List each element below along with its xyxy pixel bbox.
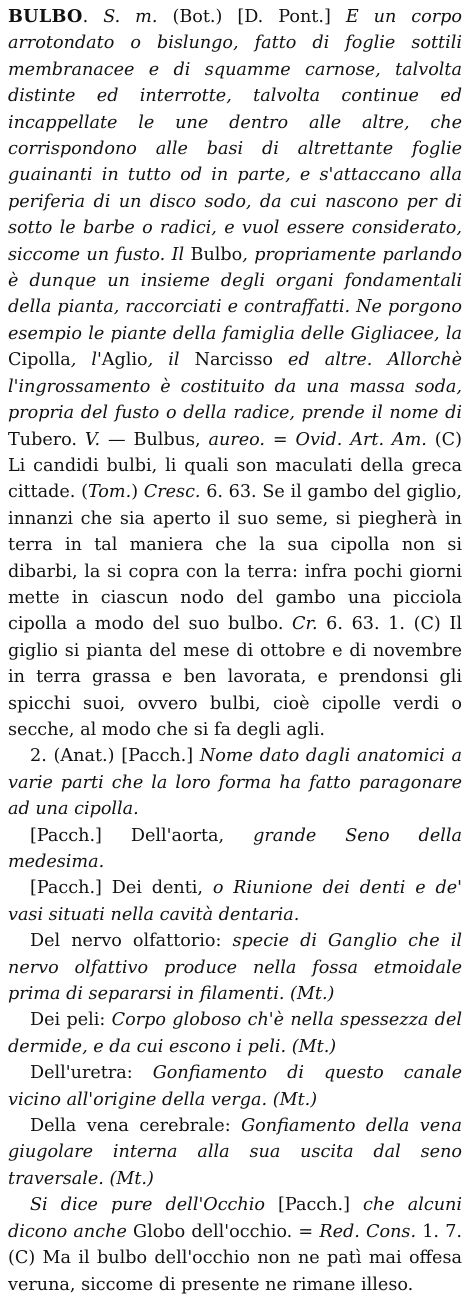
italic-text-run: Cresc. — [143, 482, 201, 503]
text-run: 1. 7. (C) Ma il bulbo dell'occhio non ne patì mai offesa veruna, siccome di presente ne rimane illeso. — [8, 1221, 462, 1295]
italic-text-run: specie di Ganglio che il nervo olfattivo produce nella fossa etmoidale prima di separarsi in filamenti. (Mt.) — [8, 931, 462, 1005]
sense-2-anatomy — [8, 743, 462, 822]
entry-definition-botany — [8, 4, 462, 743]
italic-text-run: Corpo globoso ch'è nella spessezza del dermide, e da cui escono i peli. (Mt.) — [8, 1010, 462, 1057]
italic-text-run: , il — [147, 350, 195, 371]
italic-text-run: Tom. — [87, 482, 132, 503]
italic-text-run: , l' — [70, 350, 102, 371]
text-run: Bulbo — [190, 244, 243, 265]
italic-text-run: E un corpo arrotondato o bislungo, fatto di foglie sottili membranacee e di squamme carnose, talvolta distinte ed interrotte, talvolta continue ed incappellate le une dentro alle altre, che corrispondono alle basi di altrettante foglie guainanti in tutto od in parte, e s'attaccano alla periferia di un disco sodo, da cui nascono per di sotto le barbe o radici, e vuol essere considerato, siccome un fusto. Il — [8, 7, 463, 265]
italic-text-run: ed altre. Allorchè l'ingrossamento è costituito da una massa soda, propria del fusto o della radice, prende il nome di — [8, 350, 462, 424]
italic-text-run: , propriamente parlando è dunque un insieme degli organi fondamentali della pianta, raccorciati e contraffatti. Ne porgono esempio le piante della famiglia delle Gigliacee, la — [8, 244, 462, 344]
text-run: Cipolla — [8, 350, 71, 371]
subsense-cerebral-vein — [8, 1113, 462, 1192]
italic-text-run: o Riunione dei denti e de' vasi situati nella cavità dentaria. — [8, 878, 462, 925]
italic-text-run: Gonfiamento della vena giugolare interna alla sua uscita dal seno traversale. (Mt.) — [8, 1116, 462, 1189]
italic-text-run: aureo. = Ovid. Art. Am. — [208, 429, 427, 450]
text-run: [Pacch.] Dell'aorta, — [30, 825, 254, 846]
italic-text-run: Nome dato dagli anatomici a varie parti che la loro forma ha fatto paragonare ad una cipolla. — [8, 746, 462, 820]
text-run: Globo dell'occhio. = — [133, 1221, 320, 1242]
text-run: Della vena cerebrale: — [30, 1116, 242, 1137]
text-run: Aglio — [101, 350, 148, 371]
text-run: Tubero. — [8, 429, 85, 450]
subsense-olfactory-nerve — [8, 928, 462, 1007]
text-run: Del nervo olfattorio: — [30, 931, 233, 952]
text-run: [Pacch.] — [264, 1195, 364, 1216]
text-run: [Pacch.] Dei denti, — [30, 878, 213, 899]
text-run: 6. 63. 1. (C) Il giglio si pianta del mese di ottobre e di novembre in terra grassa e ben lavorata, e prendonsi gli spicchi suoi, ovvero bulbi, cioè cipolle verdi o secche, al modo che si fa degli agli. — [8, 614, 462, 740]
italic-text-run: Si dice pure dell'Occhio — [30, 1195, 265, 1216]
text-run: 2. (Anat.) [Pacch.] — [30, 746, 200, 767]
headword: BULBO — [8, 6, 83, 27]
italic-text-run: Red. Cons. — [319, 1221, 417, 1242]
text-run: Dei peli: — [30, 1010, 112, 1031]
subsense-teeth — [8, 875, 462, 928]
text-run: — Bulbus, — [100, 429, 209, 450]
italic-text-run: V. — [84, 429, 101, 450]
text-run: ) — [131, 482, 144, 503]
text-run: (Bot.) [D. Pont.] — [157, 7, 346, 27]
italic-text-run: che alcuni dicono anche — [8, 1195, 462, 1242]
subsense-eye — [8, 1192, 462, 1298]
italic-text-run: Cr. — [292, 614, 318, 635]
subsense-aorta — [8, 823, 462, 876]
subsense-hair — [8, 1007, 462, 1060]
subsense-urethra — [8, 1060, 462, 1113]
text-run: . — [82, 7, 104, 27]
italic-text-run: S. m. — [103, 7, 158, 27]
text-run: 6. 63. Se il gambo del giglio, innanzi che sia aperto il suo seme, si piegherà in terra in tal maniera che la sua cipolla non si dibarbi, la si copra con la terra: infra pochi giorni mette in ciascun nodo del gambo una picciola cipolla a modo del suo bulbo. — [8, 482, 462, 635]
text-run: (C) Li candidi bulbi, li quali son maculati della greca cittade. ( — [8, 429, 462, 503]
text-run: Narcisso — [194, 350, 274, 371]
italic-text-run: Gonfiamento di questo canale vicino all'origine della verga. (Mt.) — [8, 1063, 462, 1110]
text-run: Dell'uretra: — [30, 1063, 153, 1084]
italic-text-run: grande Seno della medesima. — [8, 825, 462, 872]
